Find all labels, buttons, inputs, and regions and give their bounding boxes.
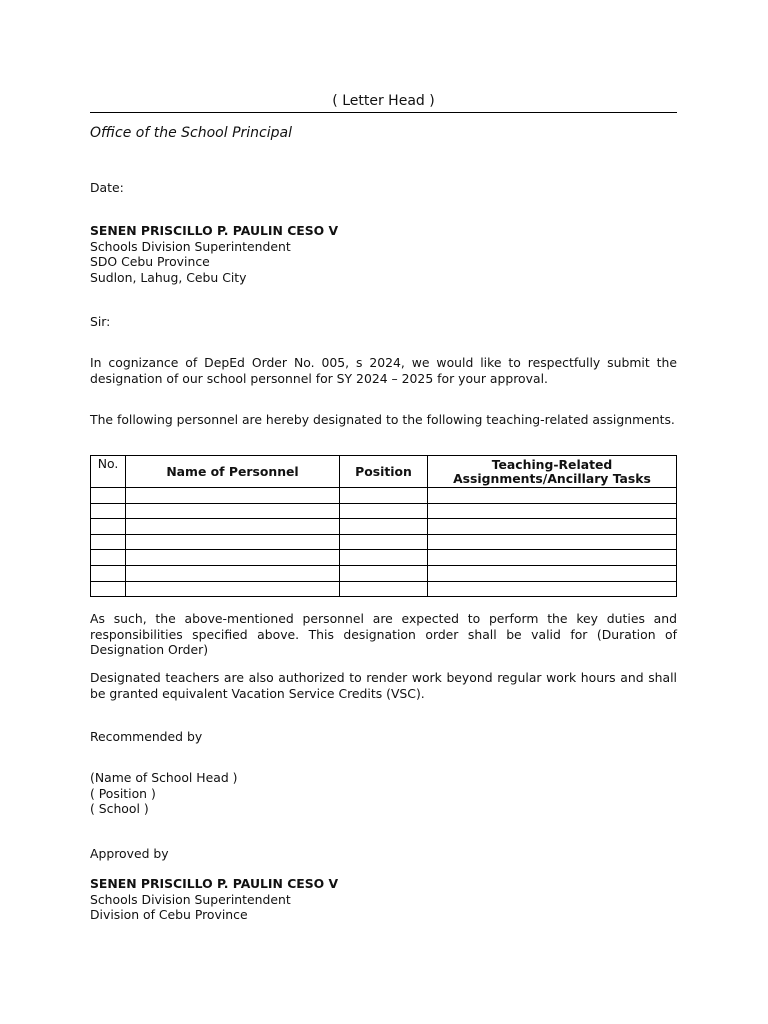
cell-no[interactable] — [91, 519, 126, 535]
school-head-position: ( Position ) — [90, 785, 156, 801]
cell-position[interactable] — [340, 565, 428, 581]
paragraph-duties: As such, the above-mentioned personnel are expected to perform the key duties and responsibilities specified above. This designation order shall be valid for (Duration of Designation Order) — [90, 611, 677, 657]
office-title: Office of the School Principal — [90, 125, 292, 141]
addressee-address: Sudlon, Lahug, Cebu City — [90, 269, 247, 285]
cell-name[interactable] — [126, 503, 340, 519]
school-head-block — [90, 770, 677, 817]
paragraph-overtime: Designated teachers are also authorized to render work beyond regular work hours and shall be granted equivalent Vacation Service Credits (VSC). — [90, 670, 677, 701]
paragraph-intro: In cognizance of DepEd Order No. 005, s 2024, we would like to respectfully submit the designation of our school personnel for SY 2024 – 2025 for your approval. — [90, 355, 677, 386]
school-head-name: (Name of School Head ) — [90, 770, 238, 785]
letter-head: ( Letter Head ) — [332, 93, 435, 109]
cell-name[interactable] — [126, 581, 340, 597]
cell-tasks[interactable] — [428, 565, 677, 581]
cell-position[interactable] — [340, 519, 428, 535]
header-position: Position — [340, 456, 428, 488]
table-row — [91, 550, 677, 566]
approver-title: Schools Division Superintendent — [90, 891, 291, 907]
cell-tasks[interactable] — [428, 488, 677, 504]
addressee-block — [90, 223, 677, 285]
cell-no[interactable] — [91, 581, 126, 597]
table-row — [91, 581, 677, 597]
cell-tasks[interactable] — [428, 534, 677, 550]
school-head-school: ( School ) — [90, 801, 149, 816]
addressee-title: Schools Division Superintendent — [90, 238, 291, 254]
header-no: No. — [91, 456, 126, 488]
header-tasks-line1: Teaching-Related — [491, 456, 613, 472]
recommended-label: Recommended by — [90, 729, 203, 744]
table-row — [91, 503, 677, 519]
table-header-row — [91, 456, 677, 488]
salutation: Sir: — [90, 314, 111, 329]
table-row — [91, 519, 677, 535]
cell-position[interactable] — [340, 488, 428, 504]
cell-name[interactable] — [126, 519, 340, 535]
table-row — [91, 565, 677, 581]
cell-tasks[interactable] — [428, 503, 677, 519]
cell-no[interactable] — [91, 488, 126, 504]
cell-position[interactable] — [340, 534, 428, 550]
cell-position[interactable] — [340, 503, 428, 519]
cell-tasks[interactable] — [428, 519, 677, 535]
cell-position[interactable] — [340, 581, 428, 597]
approved-label: Approved by — [90, 846, 169, 861]
cell-name[interactable] — [126, 534, 340, 550]
cell-position[interactable] — [340, 550, 428, 566]
letter-head-rule — [90, 112, 677, 113]
header-tasks — [428, 456, 677, 488]
paragraph-designation: The following personnel are hereby designated to the following teaching-related assignments. — [90, 412, 675, 427]
cell-no[interactable] — [91, 565, 126, 581]
cell-no[interactable] — [91, 503, 126, 519]
table-row — [91, 488, 677, 504]
approver-block — [90, 876, 677, 923]
document-page — [90, 0, 677, 1024]
cell-no[interactable] — [91, 534, 126, 550]
header-name: Name of Personnel — [126, 456, 340, 488]
designation-table — [90, 455, 677, 597]
cell-tasks[interactable] — [428, 550, 677, 566]
header-tasks-line2: Assignments/Ancillary Tasks — [453, 470, 651, 486]
addressee-name: SENEN PRISCILLO P. PAULIN CESO V — [90, 223, 339, 238]
addressee-office: SDO Cebu Province — [90, 254, 210, 269]
approver-name: SENEN PRISCILLO P. PAULIN CESO V — [90, 876, 339, 891]
cell-name[interactable] — [126, 488, 340, 504]
date-label: Date: — [90, 180, 124, 195]
approver-division: Division of Cebu Province — [90, 907, 248, 922]
cell-no[interactable] — [91, 550, 126, 566]
table-row — [91, 534, 677, 550]
cell-tasks[interactable] — [428, 581, 677, 597]
cell-name[interactable] — [126, 565, 340, 581]
cell-name[interactable] — [126, 550, 340, 566]
